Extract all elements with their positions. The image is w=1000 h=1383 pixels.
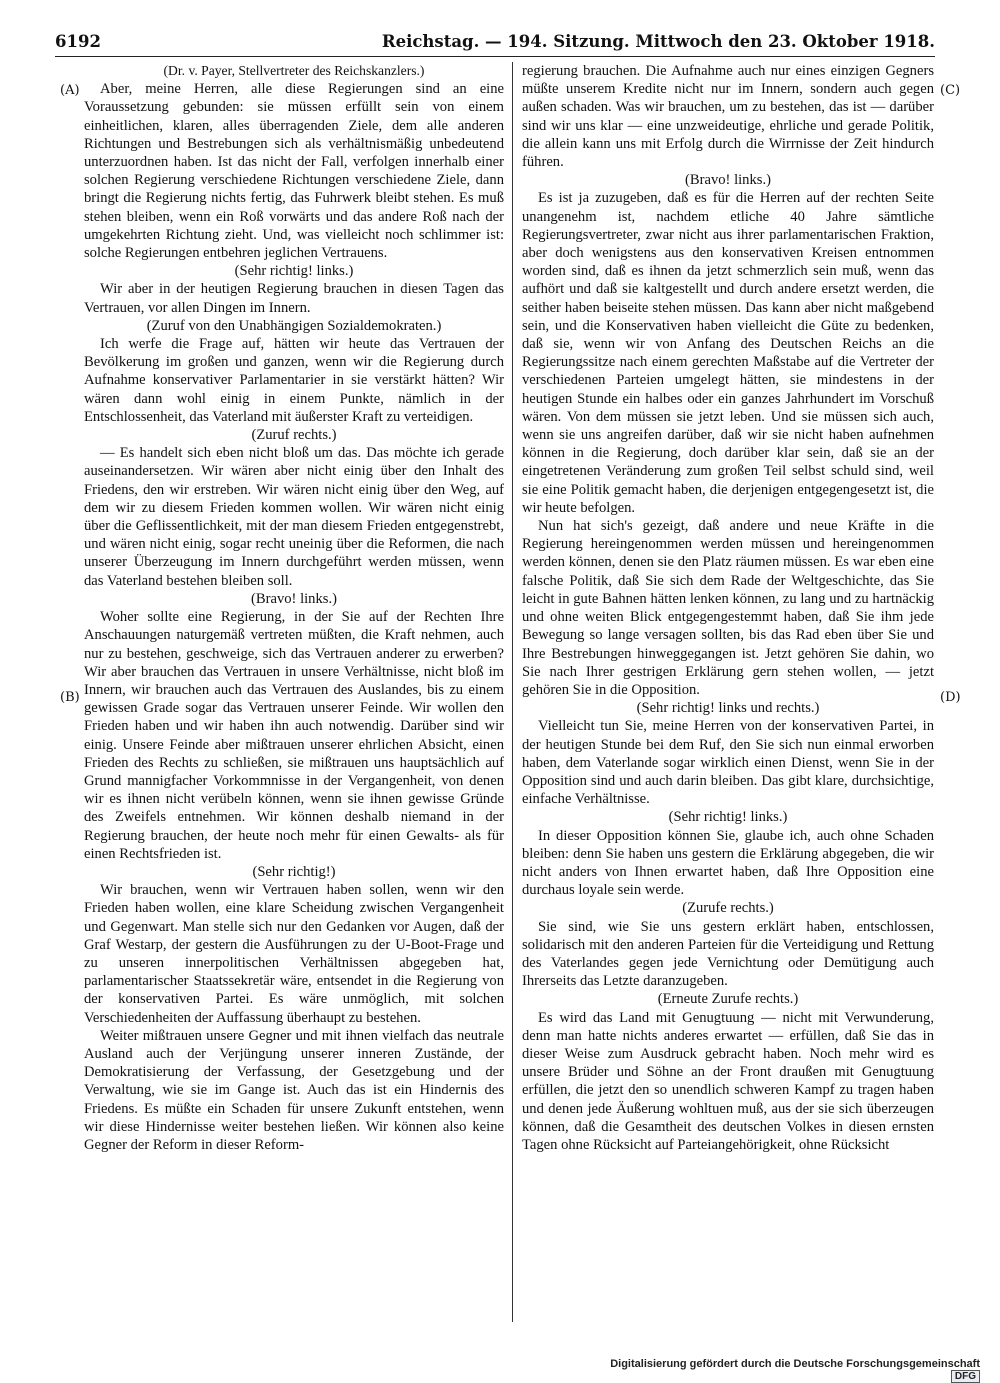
paragraph: Es wird das Land mit Genugtuung — nicht mit Verwunderung, denn man hatte nichts anderes erwartet — erfüllen, daß Sie das in dieser Weise zum Ausdruck gebracht haben. Noch mehr wird es unsere Brüder und Söhne an der Front draußen mit Genugtuung erfüllen, die jetzt den so unendlich schweren Kampf zu tragen haben und denen jede Äußerung wohltuen muß, aus der sie sich überzeugen können, daß die Gesamtheit des deutschen Volkes in diesen ernsten Tagen ohne Rücksicht auf Parteiangehörigkeit, ohne Rücksicht xyxy=(522,1009,934,1153)
interjection: (Erneute Zurufe rechts.) xyxy=(657,991,799,1008)
margin-marker-b: (B) xyxy=(60,690,80,705)
digitization-credit xyxy=(600,1358,980,1382)
paragraph: Woher sollte eine Regierung, in der Sie auf der Rechten Ihre Anschauungen naturgemäß vertreten müßten, die Kraft nehmen, auch nur zu bestehen, geschweige, sich das Vertrauen anderer zu erwerben? Wir aber brauchen das Vertrauen in unsere Verhältnisse, nicht bloß im Innern, wir brauchen auch das Vertrauen des Auslandes, bis zu einem gewissen Grade sogar das Vertrauen unserer Feinde. Wir wollen den Frieden haben und wir haben ihn auch notwendig. Darüber sind wir einig. Unsere Feinde aber mißtrauen unserer ehrlichen Absicht, einen Frieden des Rechts zu schließen, sie mißtrauen uns hauptsächlich auf Grund mannigfacher Vorkommnisse in der Vergangenheit, von denen wir es ihnen nicht verübeln können, wenn sie ihnen gewisse Gründe des Zweifels entnehmen. Wir können deshalb niemand in der Regierung brauchen, der heute noch mehr für einen Gewalts- als für einen Rechtsfrieden ist. xyxy=(84,609,504,862)
paragraph: In dieser Opposition können Sie, glaube ich, auch ohne Schaden bleiben: denn Sie haben uns gestern die Erklärung abgegeben, die wir nicht anders von Ihnen erwartet haben, daß Ihre Opposition eine durchaus loyale sein werde. xyxy=(522,827,934,899)
paragraph: Nun hat sich's gezeigt, daß andere und neue Kräfte in die Regierung hereingenommen werden müssen und hereingenommen werden können, denen sie den Platz räumen müssen. Es war eben eine falsche Politik, daß Sie sich dem Rade der Weltgeschichte, das Sie leicht in gute Bahnen hätten lenken können, zu lang und zu hartnäckig und ohne weiten Blick entgegengestemmt haben, daß Sie ihm jede Bewegung so lange versagen sollten, bis das Rad eben über Sie und Ihre Bestrebungen hinweggegangen ist. Jetzt gehören Sie dahin, wo Sie nach Ihrer gestrigen Erklärung gern stehen wollen, — jetzt gehören Sie in die Opposition. xyxy=(522,518,934,698)
paragraph: regierung brauchen. Die Aufnahme auch nur eines einzigen Gegners müßte unserem Kredite nicht nur im Innern, sondern auch gegen außen schaden. Was wir brauchen, um zu bestehen, das ist — darüber sind wir uns klar — eine unzweideutige, ehrliche und gerade Politik, die allein kann uns mit Erfolg durch die Wirrnisse der Zeit hindurch führen. xyxy=(522,63,934,171)
page-header xyxy=(55,30,935,57)
paragraph: Aber, meine Herren, alle diese Regierungen sind an eine Voraussetzung gebunden: sie müssen erfüllt sein von einem einheitlichen, klaren, alles überragenden Ziele, dem alle anderen Richtungen und Bestrebungen sich als verhältnismäßig unbedeutend unterzuordnen haben. Ist das nicht der Fall, verfolgen innerhalb einer solchen Regierung verschiedene Richtungen verschiedene Ziele, dann bringt die Regierung nichts fertig, das Fuhrwerk bleibt stehen. Es muß stehen bleiben, wenn ein Roß vorwärts und das andere Roß nach der umgekehrten Richtung zieht. Und, was vielleicht noch schlimmer ist: solche Regierungen entbehren jeglichen Vertrauens. xyxy=(84,81,504,262)
interjection: (Sehr richtig! links.) xyxy=(234,263,354,280)
paragraph: Wir brauchen, wenn wir Vertrauen haben sollen, wenn wir den Frieden haben wollen, eine klare Scheidung zwischen Vergangenheit und Gegenwart. Man stelle sich nur den Gedanken vor Augen, daß der Graf Westarp, der gestern die Ausführungen zu der U-Boot-Frage und zu unseren innerpolitischen Verhältnissen abgegeben hat, parlamentarischer Staatssekretär wäre, entsendet in die Regierung von der konservativen Partei. Es wäre unmöglich, mit solchen Verschiedenheiten der Auffassung überhaupt zu bestehen. xyxy=(84,882,504,1026)
interjection: (Sehr richtig! links.) xyxy=(668,809,788,826)
page-number: 6192 xyxy=(55,32,101,51)
interjection: (Bravo! links.) xyxy=(251,590,337,607)
interjection: (Sehr richtig! links und rechts.) xyxy=(636,700,820,717)
paragraph: Vielleicht tun Sie, meine Herren von der konservativen Partei, in der heutigen Stunde bei dem Ruf, den Sie sich nun einmal erworben haben, dem Vaterlande sogar wirklich einen Dienst, wenn Sie in der Opposition sind und auch darin bleiben. Das gibt klare, durchsichtige, einfache Verhältnisse. xyxy=(522,718,934,808)
speaker-line: (Dr. v. Payer, Stellvertreter des Reichskanzlers.) xyxy=(163,63,425,78)
funding-note: Digitalisierung gefördert durch die Deutsche Forschungsgemeinschaft xyxy=(610,1358,980,1370)
margin-marker-a: (A) xyxy=(60,83,80,98)
interjection: (Zurufe rechts.) xyxy=(682,900,774,917)
margin-marker-c: (C) xyxy=(940,83,961,98)
paragraph: Es ist ja zuzugeben, daß es für die Herren auf der rechten Seite unangenehm ist, nachdem etliche 40 Jahre sämtliche Regierungsvertreter, zwar nicht aus ihrer parlamentarischen Fraktion, aber doch wenigstens aus den konservativen Kreisen entnommen worden sind, daß es ihnen da jetzt schmerzlich sein muß, wenn das aufhört und daß sie kaltgestellt und durch andere ersetzt werden, die seither haben beiseite stehen müssen. Das kann aber nicht maßgebend sein, und die Konservativen haben vielleicht die Güte zu bedenken, daß sie, wenn wir von Anfang des Deutschen Reichs an die Regierungssitze nach einem gerechten Maßstabe auf die Vertreter der verschiedenen Parteien umgelegt hätten, sie mindestens in der heutigen Stunde ein halbes oder ein ganzes Jahrhundert im Vorschuß wären. Von dem müssen sie jetzt leben. Und sie müssen sich auch, wenn sie uns angreifen darüber, daß wir sie nicht haben aufnehmen können in die Regierung, doch darüber klar sein, daß sie an der eingetretenen Veränderung zum großen Teil selbst schuld sind, weil sie eine Politik gemacht haben, die derjenigen entgegengesetzt ist, die wir heute befolgen. xyxy=(522,190,934,516)
dfg-logo: DFG xyxy=(951,1370,980,1383)
interjection: (Bravo! links.) xyxy=(685,172,771,189)
column-divider xyxy=(512,62,513,1322)
interjection: (Zuruf von den Unabhängigen Sozialdemokraten.) xyxy=(146,317,442,334)
margin-marker-d: (D) xyxy=(940,690,961,705)
paragraph: Wir aber in der heutigen Regierung brauchen in diesen Tagen das Vertrauen, vor allen Dingen im Innern. xyxy=(84,281,504,316)
paragraph: Weiter mißtrauen unsere Gegner und mit ihnen vielfach das neutrale Ausland auch der Verjüngung unserer inneren Zustände, der Demokratisierung der Verfassung, der Gesetzgebung und der Verwaltung, wie sie im Gange ist. Auch das ist ein Hindernis des Friedens. Es müßte ein Schaden für unsere Zukunft entstehen, wenn wir diese Hindernisse weiter bestehen ließen. Wir können also keine Gegner der Reform in dieser Reform- xyxy=(84,1027,504,1153)
left-column xyxy=(84,62,504,1154)
interjection: (Zuruf rechts.) xyxy=(251,427,337,444)
paragraph: Ich werfe die Frage auf, hätten wir heute das Vertrauen der Bevölkerung im großen und ganzen, wenn wir die Regierung durch Aufnahme konservativer Parlamentarier in sie verstärkt hätten? Wir wären dann wohl einig in einem Punkte, nämlich in der Entschlossenheit, das Vaterland mit äußerster Kraft zu verteidigen. xyxy=(84,336,504,425)
right-column xyxy=(522,62,934,1154)
interjection: (Sehr richtig!) xyxy=(252,863,336,880)
paragraph: — Es handelt sich eben nicht bloß um das. Das möchte ich gerade auseinandersetzen. Wir wären aber nicht einig über den Inhalt des Friedens, den wir erstreben. Wir wären nicht einig über den Weg, auf dem wir zu diesem Frieden kommen wollen. Wir wären nicht einig über die Geflissentlichkeit, mit der man diesem Frieden entgegenstrebt, und wären nicht einig, sogar recht uneinig über die Reformen, die nach unserer Überzeugung im Innern durchgeführt werden müssen, wenn das Vaterland bestehen bleiben soll. xyxy=(84,445,504,589)
running-title: Reichstag. — 194. Sitzung. Mittwoch den 23. Oktober 1918. xyxy=(381,32,935,51)
paragraph: Sie sind, wie Sie uns gestern erklärt haben, entschlossen, solidarisch mit den anderen Parteien für die Verteidigung und Rettung des Vaterlandes gegen jede Vernichtung oder Demütigung auch Ihrerseits das Letzte daranzugeben. xyxy=(522,918,934,990)
